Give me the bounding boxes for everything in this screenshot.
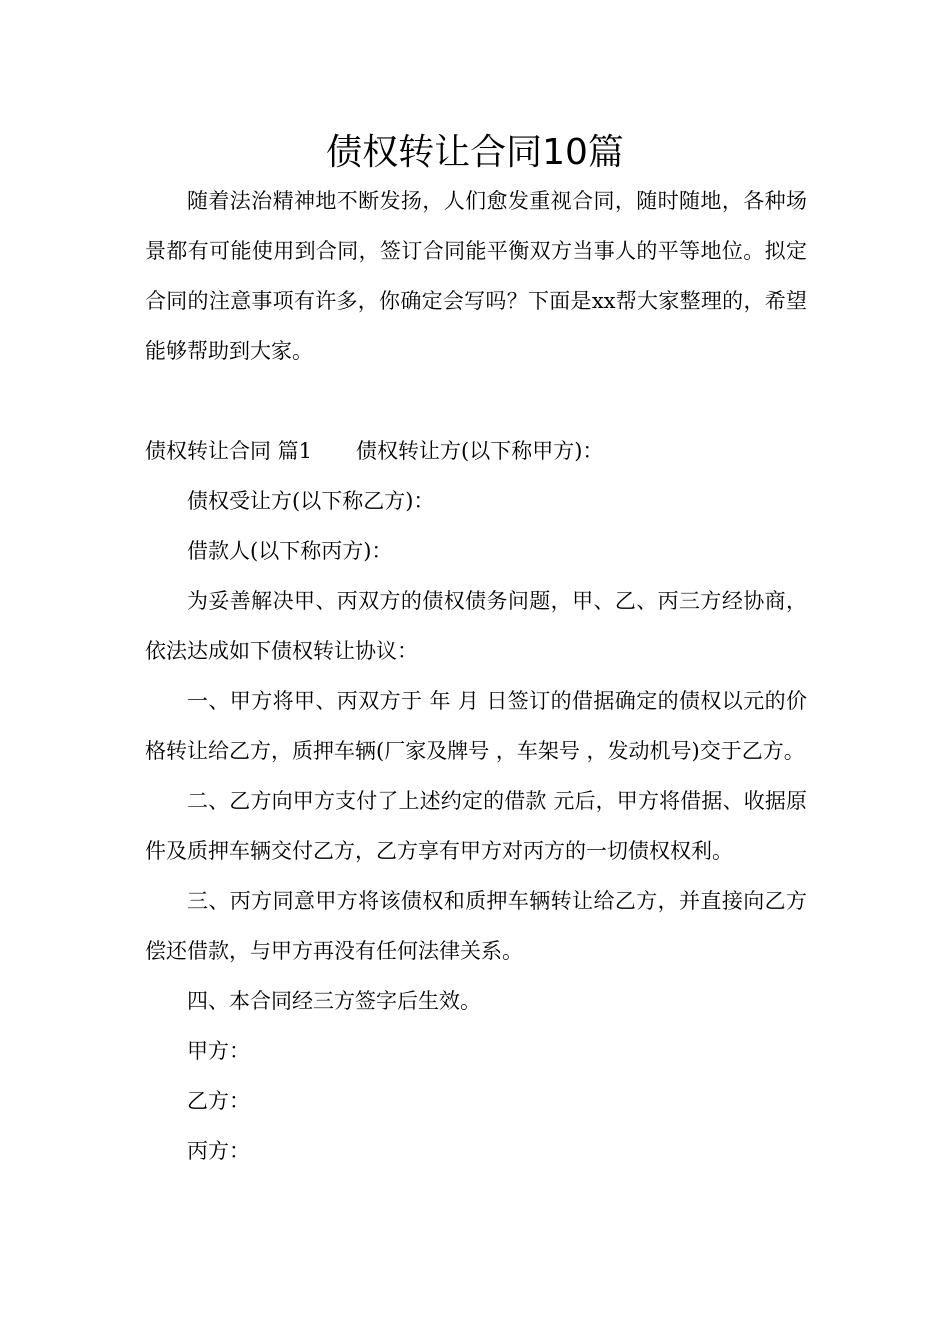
signature-party-c: 丙方： xyxy=(187,1139,250,1163)
document-body xyxy=(145,176,807,1176)
transferee-line: 债权受让方(以下称乙方)： xyxy=(187,489,435,513)
section-heading-line xyxy=(145,426,807,476)
section-heading: 债权转让合同 篇1 xyxy=(145,439,313,463)
signature-party-b: 乙方： xyxy=(187,1089,250,1113)
intro-paragraph: 随着法治精神地不断发扬，人们愈发重视合同，随时随地，各种场景都有可能使用到合同，签订合同能平衡双方当事人的平等地位。拟定合同的注意事项有许多，你确定会写吗？下面是xx帮大家整理的，希望能够帮助到大家。 xyxy=(145,189,807,363)
transferor-line: 债权转让方(以下称甲方)： xyxy=(356,439,604,463)
clause-1: 一、甲方将甲、丙双方于 年 月 日签订的借据确定的债权以元的价格转让给乙方，质押车辆(厂家及牌号 ，车架号 ，发动机号)交于乙方。 xyxy=(145,689,807,763)
document-title: 债权转让合同10篇 xyxy=(326,132,624,173)
clause-2: 二、乙方向甲方支付了上述约定的借款 元后，甲方将借据、收据原件及质押车辆交付乙方，乙方享有甲方对丙方的一切债权权利。 xyxy=(145,789,807,863)
clause-4: 四、本合同经三方签字后生效。 xyxy=(187,989,481,1013)
preamble-paragraph: 为妥善解决甲、丙双方的债权债务问题，甲、乙、丙三方经协商，依法达成如下债权转让协议： xyxy=(145,589,807,663)
clause-3: 三、丙方同意甲方将该债权和质押车辆转让给乙方，并直接向乙方偿还借款，与甲方再没有任何法律关系。 xyxy=(145,889,807,963)
signature-party-a: 甲方： xyxy=(187,1039,250,1063)
paragraph-gap xyxy=(145,376,807,426)
borrower-line: 借款人(以下称丙方)： xyxy=(187,539,393,563)
